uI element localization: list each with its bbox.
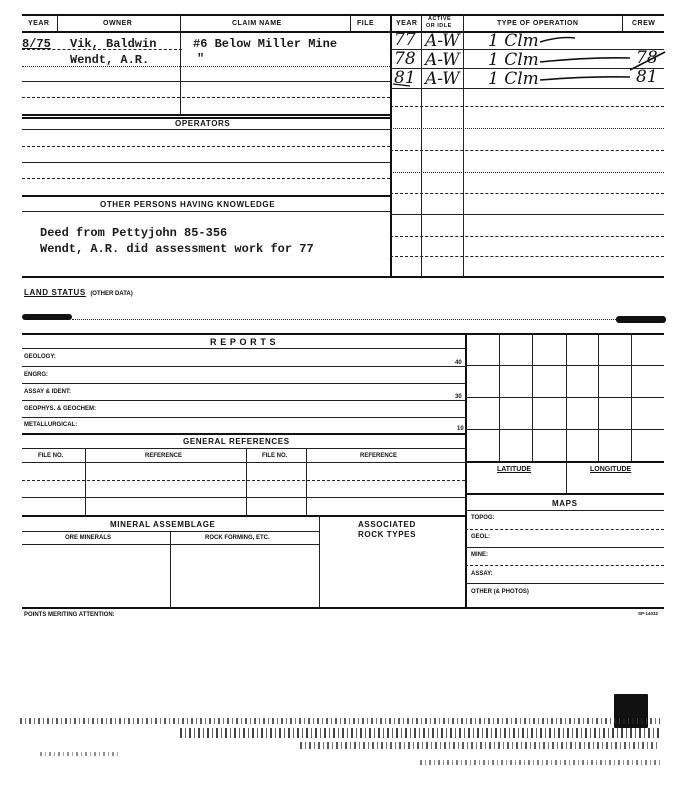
owner-row-2-owner: Wendt, A.R. xyxy=(70,53,150,67)
land-status-sub: (OTHER DATA) xyxy=(90,291,133,297)
knowledge-line-2: Wendt, A.R. did assessment work for 77 xyxy=(40,242,314,256)
header-owner: OWNER xyxy=(103,20,133,27)
maps-mine: MINE: xyxy=(471,552,488,558)
general-refs-title: GENERAL REFERENCES xyxy=(183,437,290,446)
header-year-2: YEAR xyxy=(396,20,418,27)
form-number: SP-14032 xyxy=(638,611,659,616)
scan-blot-left xyxy=(22,314,72,320)
header-or-idle: OR IDLE xyxy=(426,23,452,29)
knowledge-title: OTHER PERSONS HAVING KNOWLEDGE xyxy=(100,200,276,209)
reports-title: R E P O R T S xyxy=(210,337,277,347)
owner-row-1-owner: Vik, Baldwin xyxy=(70,37,157,51)
owner-row-1-claim: #6 Below Miller Mine xyxy=(193,37,338,51)
scan-blot-right xyxy=(616,316,666,323)
scan-noise-3 xyxy=(300,742,660,749)
mineral-title: MINERAL ASSEMBLAGE xyxy=(110,520,216,529)
header-active: ACTIVE xyxy=(428,16,452,22)
longitude-label: LONGITUDE xyxy=(590,466,632,473)
report-metallurgical-num: 10 xyxy=(457,426,464,432)
header-crew: CREW xyxy=(632,20,656,27)
points-title: POINTS MERITING ATTENTION: xyxy=(24,612,115,618)
report-metallurgical: METALLURGICAL: xyxy=(24,422,78,428)
latitude-label: LATITUDE xyxy=(497,466,532,473)
knowledge-line-1: Deed from Pettyjohn 85-356 xyxy=(40,226,228,240)
gref-col-file-1: FILE NO. xyxy=(38,453,64,459)
scan-noise-5 xyxy=(420,760,660,765)
owner-row-2-claim: " xyxy=(197,52,205,66)
op-row-1-type: 1 Clm xyxy=(488,31,539,51)
op-row-3-status: A-W xyxy=(425,69,460,89)
scan-noise-4 xyxy=(40,752,120,756)
header-file: FILE xyxy=(357,20,375,27)
report-engrg: ENGRG: xyxy=(24,372,48,378)
maps-other: OTHER (& PHOTOS) xyxy=(471,589,529,595)
op-row-3-crew: 81 xyxy=(636,67,658,87)
header-type-of-operation: TYPE OF OPERATION xyxy=(497,20,579,27)
header-year: YEAR xyxy=(28,20,50,27)
op-row-3-year: 81 xyxy=(394,68,416,88)
maps-assay: ASSAY: xyxy=(471,571,493,577)
maps-topog: TOPOG: xyxy=(471,515,495,521)
owner-row-1-year: 8/75 xyxy=(22,37,51,51)
land-status-title: LAND STATUS xyxy=(24,288,86,297)
maps-geol: GEOL: xyxy=(471,534,490,540)
maps-title: MAPS xyxy=(552,499,578,508)
rock-forming-label: ROCK FORMING, ETC. xyxy=(205,535,270,541)
op-row-2-year: 78 xyxy=(394,49,416,69)
report-geophys: GEOPHYS. & GEOCHEM: xyxy=(24,406,97,412)
gref-col-ref-2: REFERENCE xyxy=(360,453,398,459)
report-geology-num: 40 xyxy=(455,360,462,366)
associated-line-1: ASSOCIATED xyxy=(358,520,416,529)
handwriting-strokes xyxy=(390,30,670,92)
op-row-1-status: A-W xyxy=(425,31,460,51)
operators-title: OPERATORS xyxy=(175,119,231,128)
header-claim-name: CLAIM NAME xyxy=(232,20,282,27)
gref-col-file-2: FILE NO. xyxy=(262,453,288,459)
associated-line-2: ROCK TYPES xyxy=(358,530,417,539)
scan-noise-2 xyxy=(180,728,660,738)
op-row-1-year: 77 xyxy=(394,30,416,50)
op-row-2-type: 1 Clm xyxy=(488,50,539,70)
land-status-heading xyxy=(24,282,133,300)
op-row-2-status: A-W xyxy=(425,50,460,70)
scan-noise-1 xyxy=(20,718,660,724)
op-row-3-type: 1 Clm xyxy=(488,69,539,89)
report-assay-num: 30 xyxy=(455,394,462,400)
report-geology: GEOLOGY: xyxy=(24,354,56,360)
ore-minerals-label: ORE MINERALS xyxy=(65,535,112,541)
op-row-2-crew: 78 xyxy=(636,48,658,68)
report-assay: ASSAY & IDENT: xyxy=(24,389,72,395)
gref-col-ref-1: REFERENCE xyxy=(145,453,183,459)
